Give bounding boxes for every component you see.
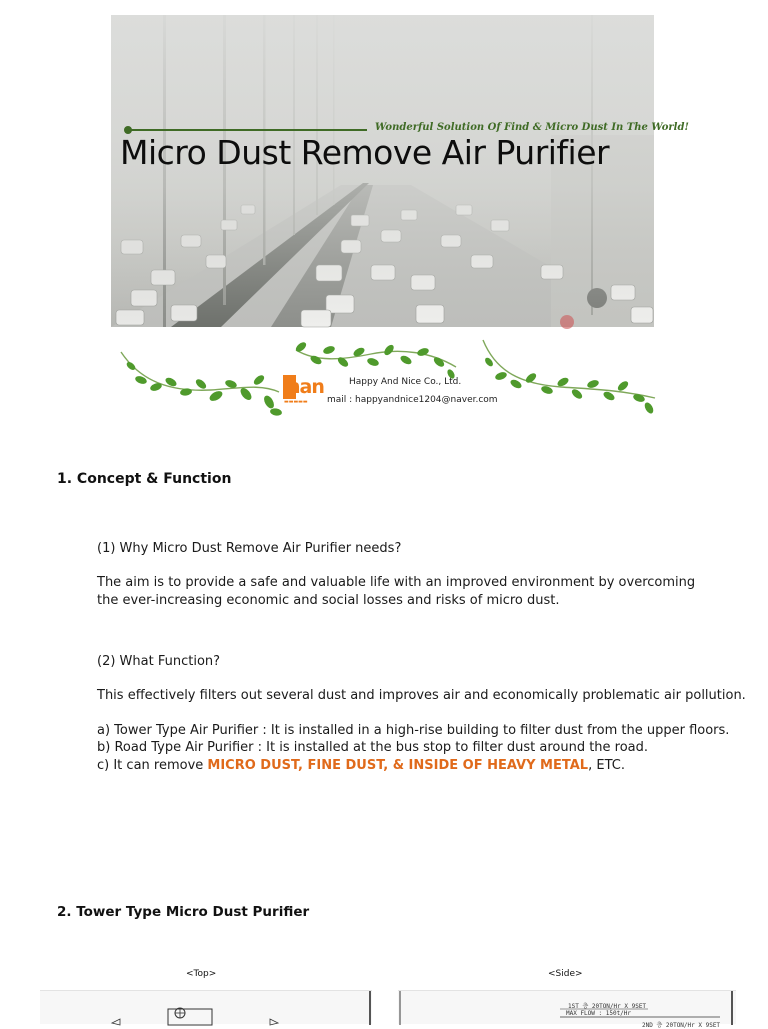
- side-note-2: MAX FLOW : 150t/Hr: [566, 1010, 632, 1017]
- section-heading-concept: 1. Concept & Function: [57, 471, 232, 487]
- answer-function: This effectively filters out several dust and improves air and economically problematic air pollution.: [97, 688, 746, 703]
- figure-side-drawing: [398, 990, 736, 1029]
- hero-banner: [111, 15, 689, 327]
- answer-why-line1: The aim is to provide a safe and valuable life with an improved environment by overcoming: [97, 575, 696, 590]
- logo-text: han: [287, 376, 324, 398]
- tagline-rule: [127, 129, 367, 131]
- function-item-b: b) Road Type Air Purifier : It is installed at the bus stop to filter dust around the road.: [97, 740, 649, 755]
- banner-tagline: Wonderful Solution Of Find & Micro Dust In The World!: [375, 122, 689, 133]
- figure-side-label: <Side>: [548, 969, 583, 979]
- answer-why-line2: the ever-increasing economic and social losses and risks of micro dust.: [97, 593, 560, 608]
- figure-top-label: <Top>: [186, 969, 217, 979]
- question-function: (2) What Function?: [97, 654, 221, 669]
- figure-top-drawing: [40, 990, 372, 1024]
- question-why: (1) Why Micro Dust Remove Air Purifier needs?: [97, 541, 402, 556]
- section-heading-tower: 2. Tower Type Micro Dust Purifier: [57, 904, 310, 920]
- han-logo-icon: [283, 375, 327, 409]
- company-email: mail : happyandnice1204@naver.com: [327, 395, 498, 405]
- side-note-1: 1ST 층 20TON/Hr X 9SET: [568, 1003, 647, 1010]
- function-item-a: a) Tower Type Air Purifier : It is installed in a high-rise building to filter dust from the upper floors.: [97, 723, 730, 738]
- logo-subtext: ▬▬▬▬▬: [284, 399, 308, 405]
- item-c-highlight: MICRO DUST, FINE DUST, & INSIDE OF HEAVY METAL: [207, 758, 589, 773]
- top-view-diagram: [40, 991, 372, 1025]
- function-item-c: [97, 757, 625, 775]
- banner-title: Micro Dust Remove Air Purifier: [120, 133, 610, 172]
- side-note-3: 2ND 층 20TON/Hr X 9SET: [642, 1022, 721, 1029]
- item-c-suffix: , ETC.: [588, 758, 625, 773]
- company-name: Happy And Nice Co., Ltd.: [349, 377, 462, 387]
- item-c-prefix: c) It can remove: [97, 758, 208, 773]
